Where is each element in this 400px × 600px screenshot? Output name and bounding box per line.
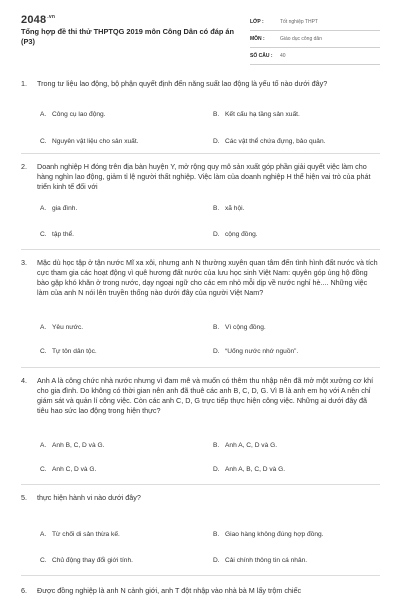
question-divider xyxy=(21,575,380,576)
question-divider xyxy=(21,153,380,154)
info-value: Giáo dục công dân xyxy=(280,36,322,42)
question-text: Được đồng nghiệp là anh N cảnh giới, anh T đột nhập vào nhà bà M lấy trộm chiếc xyxy=(37,586,302,595)
question-text: thực hiện hành vi nào dưới đây? xyxy=(37,493,141,502)
info-value: Tốt nghiệp THPT xyxy=(280,19,318,25)
page-header xyxy=(0,0,400,70)
exam-title: Tổng hợp đề thi thử THPTQG 2019 môn Công Dân có đáp án (P3) xyxy=(21,27,235,46)
option-d[interactable]: D. “Uống nước nhớ nguồn”. xyxy=(213,348,299,355)
option-b[interactable]: B. Giao hàng không đúng hợp đồng. xyxy=(213,531,324,538)
option-c[interactable]: C. tập thể. xyxy=(40,231,74,238)
question-number: 6. xyxy=(21,586,27,595)
question-3 xyxy=(21,258,380,355)
question-divider xyxy=(21,249,380,250)
question-4 xyxy=(21,376,380,473)
info-label: MÔN : xyxy=(250,36,265,42)
question-text: Doanh nghiệp H đóng trên địa bàn huyện Y, mở rộng quy mô sản xuất góp phần giải quyết việc làm cho hàng nghìn lao động, giảm tỉ lệ người thất nghiệp. Việc làm của doanh nghiệp H thể hiện vai trò của phát triển kinh tế đối với xyxy=(37,162,371,191)
option-a[interactable]: A. gia đình. xyxy=(40,205,78,212)
exam-info-box xyxy=(250,14,380,65)
question-2 xyxy=(21,162,380,238)
option-c[interactable]: C. Tự tôn dân tộc. xyxy=(40,348,97,355)
option-a[interactable]: A. Công cụ lao động. xyxy=(40,111,106,118)
info-row-question-count xyxy=(250,48,380,65)
info-label: LỚP : xyxy=(250,19,264,25)
info-row-class xyxy=(250,14,380,31)
option-c[interactable]: C. Anh C, D và G. xyxy=(40,466,97,473)
option-b[interactable]: B. Vì cộng đồng. xyxy=(213,324,266,331)
question-5 xyxy=(21,493,380,564)
option-c[interactable]: C. Nguyên vật liệu cho sản xuất. xyxy=(40,138,139,145)
question-6 xyxy=(21,586,380,596)
option-a[interactable]: A. Yêu nước. xyxy=(40,324,84,331)
question-1 xyxy=(21,79,380,145)
option-d[interactable]: D. Các vật thể chứa đựng, bảo quản. xyxy=(213,138,326,145)
option-d[interactable]: D. cộng đồng. xyxy=(213,231,258,238)
question-text: Anh A là công chức nhà nước nhưng vì đam mê và muốn có thêm thu nhập nên đã mở một xưởng cơ khí cho gia đình. Do không có thời gian nên anh đã thuê các anh B, C, D, G. Vì B là anh em họ với A nên chỉ giám sát và quản lí công việc. Còn các anh C, D, G trực tiếp thực hiện công việc. Những ai dưới đây đã tiêu hao sức lao động trong hiện thực? xyxy=(37,376,374,415)
option-b[interactable]: B. xã hội. xyxy=(213,205,245,212)
question-number: 1. xyxy=(21,79,27,88)
site-logo[interactable] xyxy=(21,14,55,26)
question-divider xyxy=(21,367,380,368)
option-b[interactable]: B. Kết cấu hạ tầng sản xuất. xyxy=(213,111,300,118)
option-d[interactable]: D. Cải chính thông tin cá nhân. xyxy=(213,557,308,564)
info-value: 40 xyxy=(280,53,286,59)
info-row-subject xyxy=(250,31,380,48)
option-a[interactable]: A. Anh B, C, D và G. xyxy=(40,442,105,449)
logo-text: 2048 xyxy=(21,14,47,26)
question-text: Mặc dù học tập ở tận nước Mĩ xa xôi, nhưng anh N thường xuyên quan tâm đến tình hình đất nước và tích cực tham gia các hoạt động vì quê hương đất nước của lưu học sinh Việt Nam: quyên góp ủng hộ đồng bào gặp khó khăn ở trong nước, dạy ngoại ngữ cho các em nhỏ mỗi dịp về nước nghỉ hè.... Những việc làm của anh N nói lên truyền thống nào dưới đây của người Việt Nam? xyxy=(37,258,378,297)
option-b[interactable]: B. Anh A, C, D và G. xyxy=(213,442,278,449)
option-c[interactable]: C. Chủ động thay đổi giới tính. xyxy=(40,557,133,564)
info-label: SỐ CÂU : xyxy=(250,53,273,59)
question-number: 5. xyxy=(21,493,27,502)
question-number: 3. xyxy=(21,258,27,267)
question-number: 4. xyxy=(21,376,27,385)
question-divider xyxy=(21,484,380,485)
option-d[interactable]: D. Anh A, B, C, D và G. xyxy=(213,466,286,473)
question-number: 2. xyxy=(21,162,27,171)
question-text: Trong tư liệu lao động, bộ phận quyết định đến năng suất lao động là yếu tố nào dưới đây? xyxy=(37,79,328,88)
option-a[interactable]: A. Từ chối di sản thừa kế. xyxy=(40,531,120,538)
logo-suffix: .vn xyxy=(47,14,56,21)
